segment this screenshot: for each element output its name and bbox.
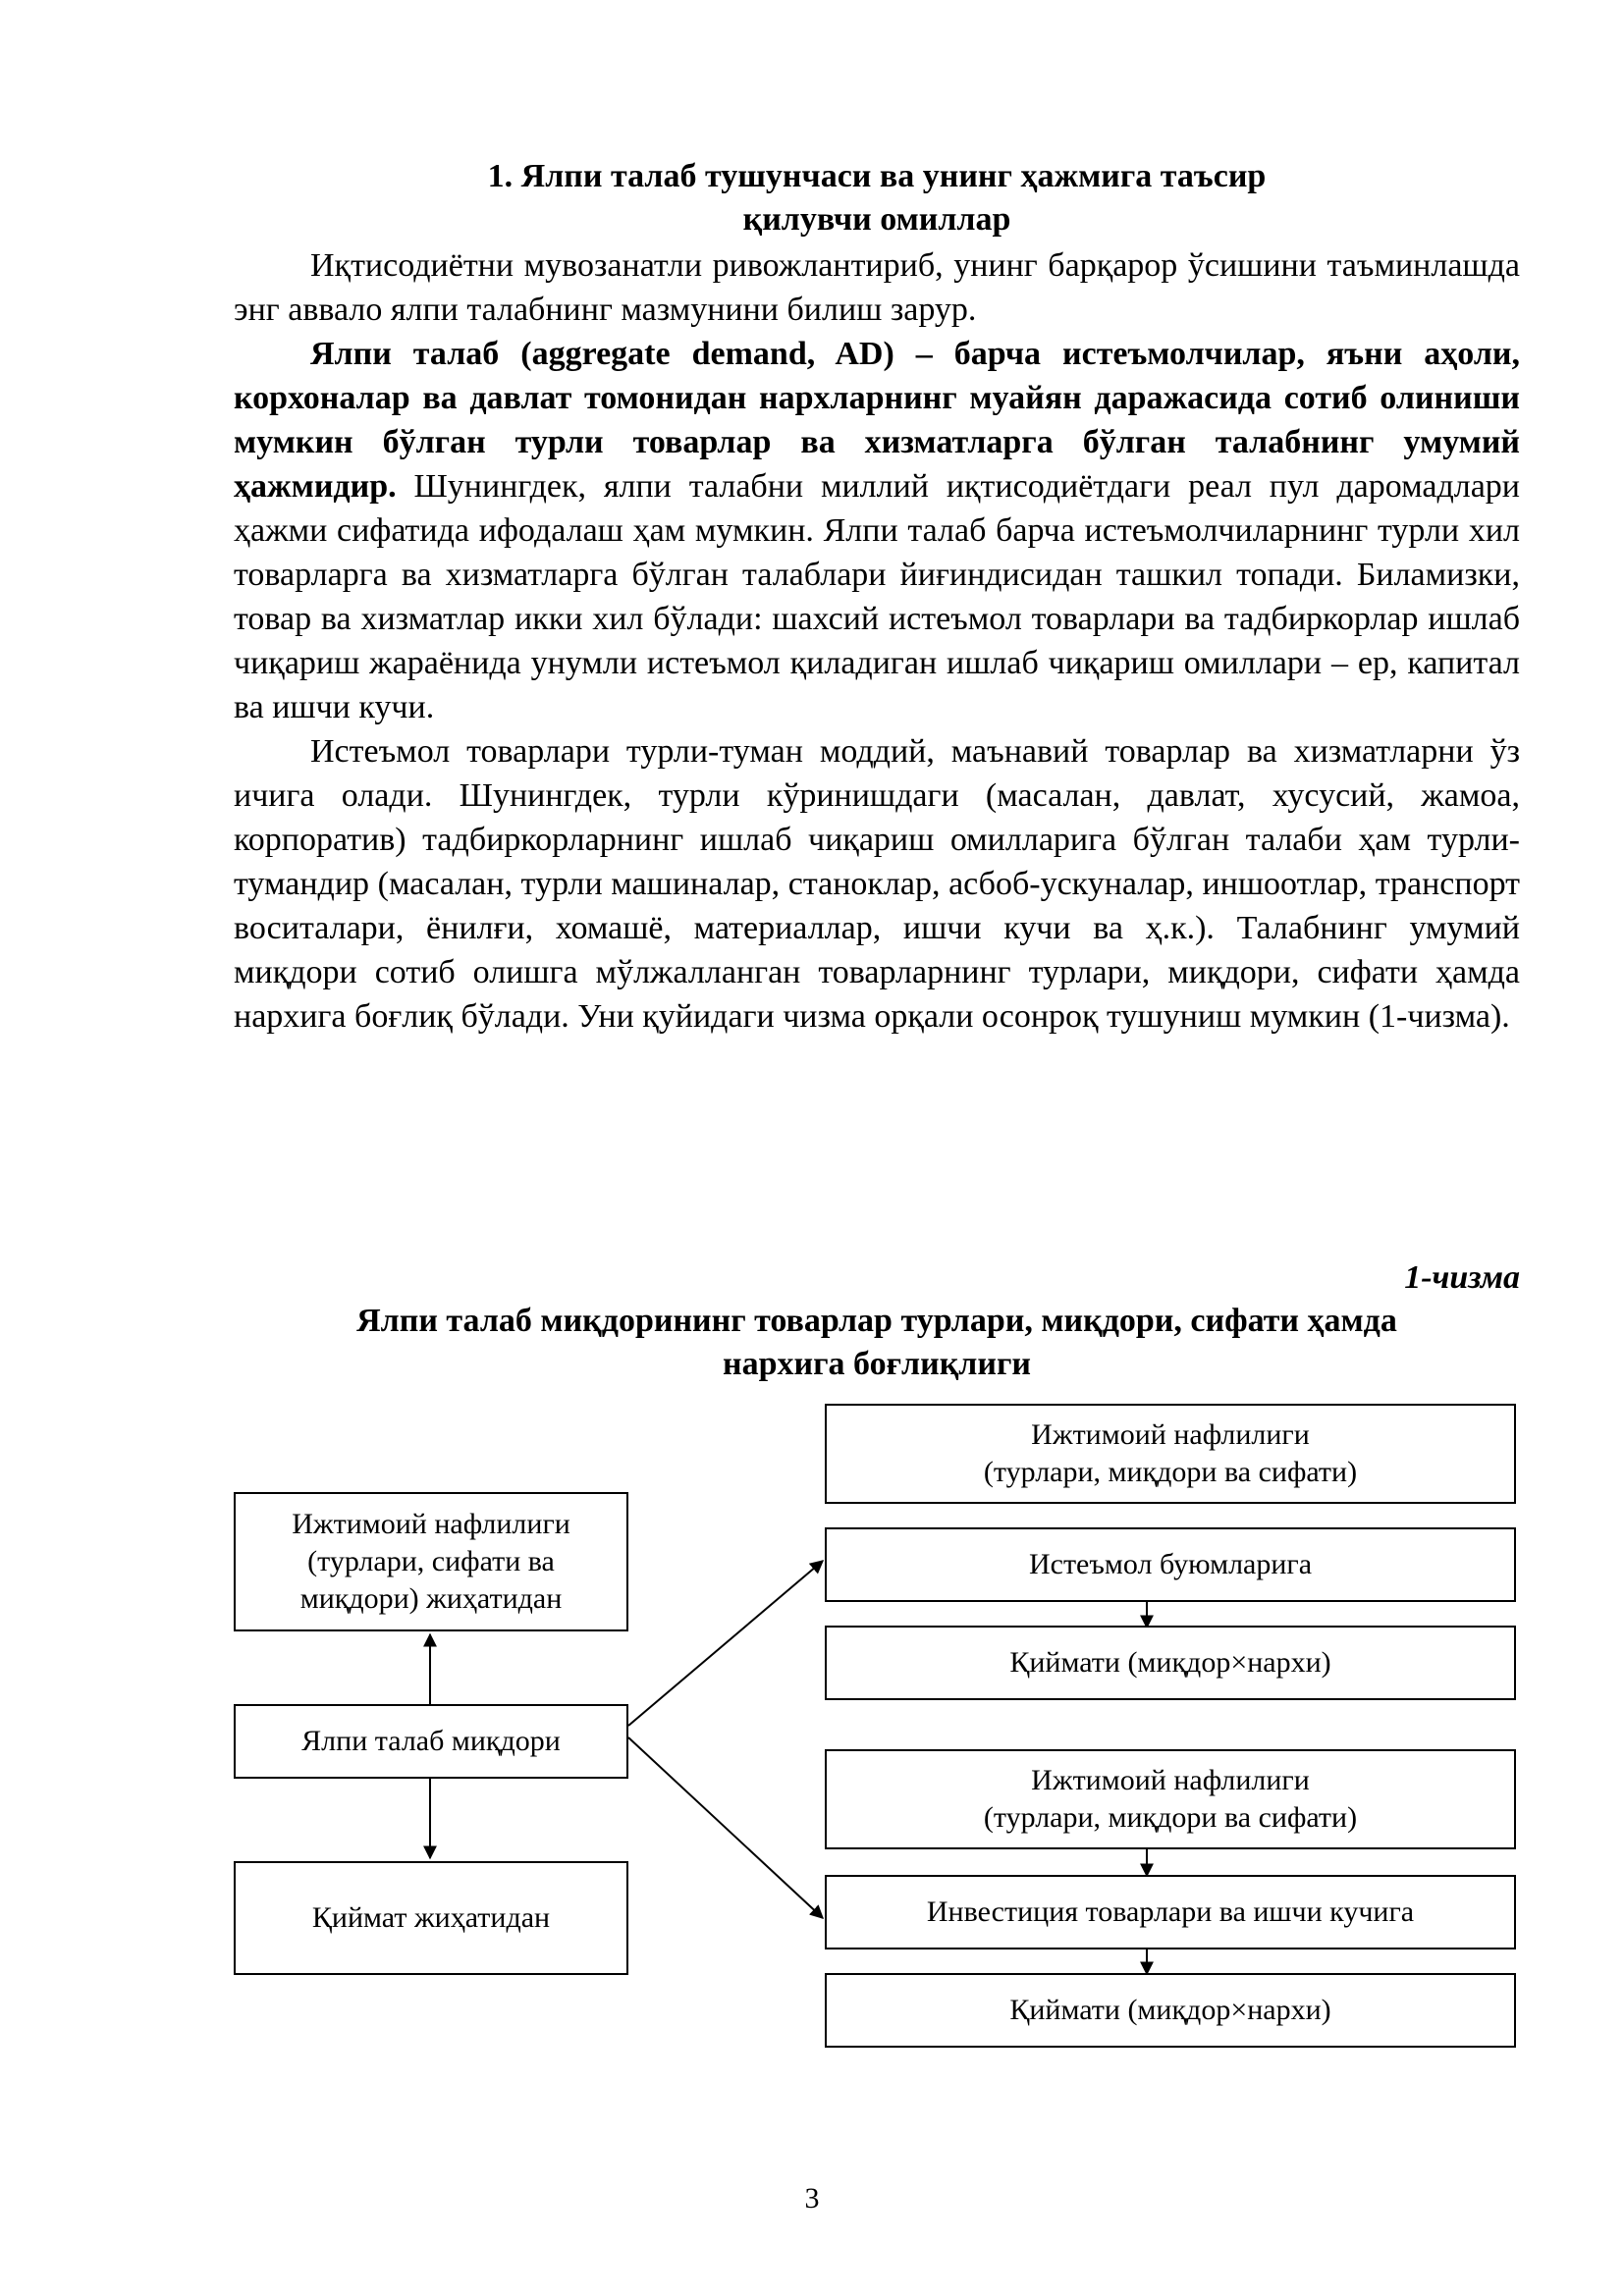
box-consumer-cost [825, 1626, 1516, 1700]
box-consumer-utility [825, 1404, 1516, 1504]
figure-title-line-1: Ялпи талаб миқдорининг товарлар турлари, миқдори, сифати ҳамда [356, 1303, 1397, 1339]
box-value-aspect-text: Қиймат жиҳатидан [311, 1901, 551, 1934]
box-consumer-utility-text: Ижтимоий нафлилиги (турлари, миқдори ва сифати) [983, 1418, 1358, 1488]
box-consumer-goods-text: Истеъмол буюмларига [1028, 1548, 1313, 1580]
page-number: 3 [804, 2182, 820, 2215]
box-investment-cost-text: Қиймати (миқдор×нархи) [1009, 1994, 1331, 2026]
arrow-to-consumer-goods [628, 1561, 823, 1726]
box-value-aspect [234, 1861, 628, 1975]
paragraph-3: Истеъмол товарлари турли-туман моддий, маънавий товарлар ва хизматларни ўз ичига олади. Шунингдек, турли кўринишдаги (масалан, давлат, хусусий, жамоа, корпоратив) тадбиркорларнинг ишлаб чиқариш омилларига бўлган талаби ҳам турли-тумандир (масалан, турли машиналар, станоклар, асбоб-ускуналар, иншоотлар, транспорт воситалари, ёнилғи, хомашё, материаллар, ишчи кучи ва ҳ.к.). Талабнинг умумий миқдори сотиб олишга мўлжалланган товарларнинг турлари, миқдори, сифати ҳамда нархига боғлиқ бўлади. Уни қуйидаги чизма орқали осонроқ тушуниш мумкин (1-чизма). [234, 733, 1520, 1035]
box-consumer-cost-text: Қиймати (миқдор×нархи) [1009, 1646, 1331, 1679]
definition-bold-text: Ялпи талаб (aggregate demand, AD) – барча истеъмолчилар, яъни аҳоли, корхоналар ва давлат томонидан нархларнинг муайян даражасида сотиб олиниши мумкин бўлган турли товарлар ва хизматларга бўлган талабнинг умумий ҳажмидир. [234, 336, 1520, 505]
box-aggregate-demand [234, 1704, 628, 1779]
figure-title-line-2: нархига боғлиқлиги [723, 1346, 1031, 1382]
section-heading-line-1: 1. Ялпи талаб тушунчаси ва унинг ҳажмига таъсир [487, 158, 1267, 194]
section-heading-line-2: қилувчи омиллар [742, 201, 1011, 238]
box-social-utility-left [234, 1492, 628, 1631]
figure-number: 1-чизма [1404, 1259, 1520, 1296]
box-investment-utility [825, 1749, 1516, 1849]
arrow-to-investment-goods [628, 1737, 823, 1918]
box-social-utility-left-text: Ижтимоий нафлилиги (турлари, сифати ва миқдори) жиҳатидан [292, 1508, 570, 1615]
paragraph-2-rest: Шунингдек, ялпи талабни миллий иқтисодиётдаги реал пул даромадлари ҳажми сифатида ифодалаш ҳам мумкин. Ялпи талаб барча истеъмолчиларнинг турли хил товарларга ва хизматларга бўлган талаблари йиғиндисидан ташкил топади. Биламизки, товар ва хизматлар икки хил бўлади: шахсий истеъмол товарлари ва тадбиркорлар ишлаб чиқариш жараёнида унумли истеъмол қиладиган ишлаб чиқариш омиллари – ер, капитал ва ишчи кучи. [234, 468, 1520, 725]
box-investment-goods [825, 1875, 1516, 1949]
box-consumer-goods [825, 1527, 1516, 1602]
paragraph-1: Иқтисодиётни мувозанатли ривожлантириб, унинг барқарор ўсишини таъминлашда энг аввало ялпи талабнинг мазмунини билиш зарур. [234, 247, 1520, 328]
box-aggregate-demand-text: Ялпи талаб миқдори [301, 1725, 561, 1757]
box-investment-goods-text: Инвестиция товарлари ва ишчи кучига [926, 1896, 1415, 1928]
box-investment-utility-text: Ижтимоий нафлилиги (турлари, миқдори ва сифати) [983, 1764, 1358, 1834]
box-investment-cost [825, 1973, 1516, 2048]
